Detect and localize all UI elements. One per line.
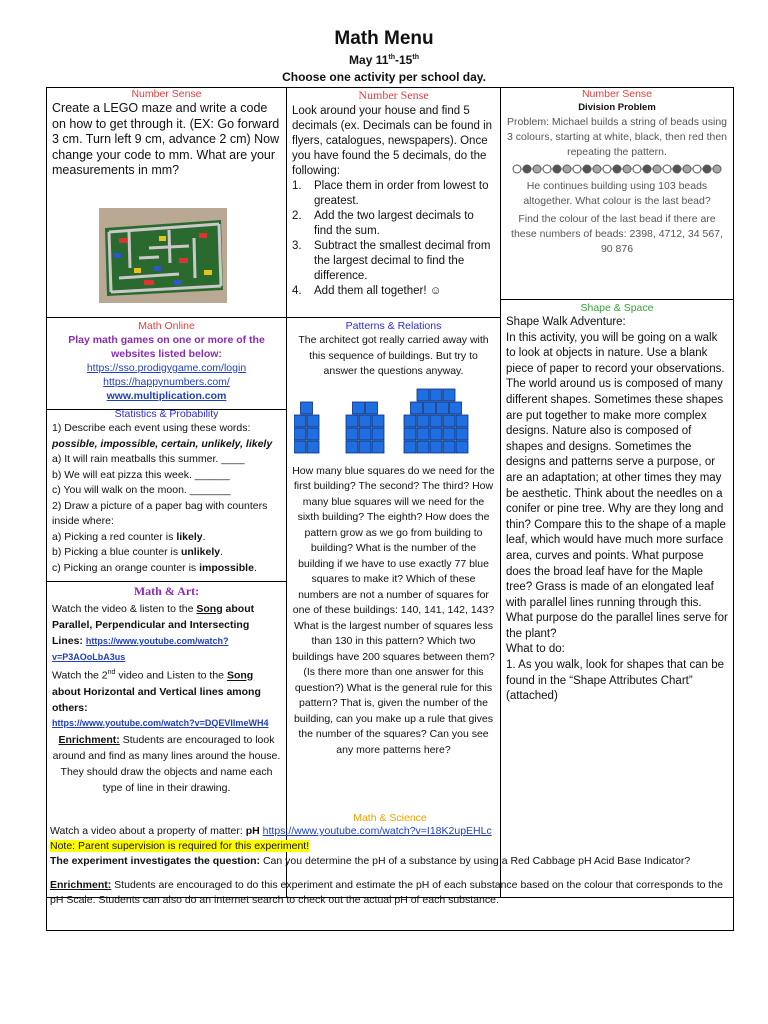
science-enrichment: [50, 878, 730, 908]
period: .: [253, 561, 257, 574]
building-3-square: [443, 441, 455, 453]
division-subheading: Division Problem: [578, 102, 656, 113]
dates-start: May 11: [349, 53, 389, 67]
step-number: 1.: [292, 180, 302, 192]
building-3-square: [443, 415, 455, 427]
art-video-1-topic: about Parallel, Perpendicular and Intersecting Lines:: [52, 603, 255, 647]
division-question-1: He continues building using 103 beads altogether. What colour is the last bead?: [523, 180, 711, 207]
patterns-questions: How many blue squares do we need for the first building? The second? The third? How many blue squares will we need for the sixth building? The eighth? How does the pattern grow as we go from building to building? What is the number of the building if we have to use exactly 77 blue squares to make it? Which of these numbers are not a number of squares for one of these buildings: 140, 141, 142, 143? What is the largest number of squares less than 130 in this pattern? Which two buildings have 200 squares between them? (Is there more than one answer for this question?) What is the general rule for this pattern? That is, given the number of the building, can you make up a rule that gives the number of the squares? Can you see any more patterns here?: [292, 464, 495, 756]
building-2-square: [372, 428, 384, 440]
building-1-square: [300, 402, 312, 414]
dates-sup2: th: [412, 54, 419, 61]
step-item: [292, 209, 495, 239]
building-3-square: [456, 415, 468, 427]
patterns-cell: [287, 318, 501, 898]
instruction: Choose one activity per school day.: [282, 70, 486, 84]
date-range: [0, 53, 768, 67]
art-video-1: [52, 601, 281, 665]
picking-blue-text: b) Picking a blue counter is: [52, 546, 181, 558]
building-3-square: [417, 389, 429, 401]
step-text: Add the two largest decimals to find the sum.: [314, 210, 474, 237]
stats-picking-red: [52, 530, 281, 546]
building-3-square: [443, 389, 455, 401]
step-number: 4.: [292, 285, 302, 297]
stats-event-a: a) It will rain meatballs this summer. ____: [52, 453, 245, 465]
building-2-square: [359, 428, 371, 440]
building-3-square: [404, 441, 416, 453]
experiment-text: Can you determine the pH of a substance by using a Red Cabbage pH Acid Base Indicator?: [260, 855, 691, 867]
art-video-2: [52, 665, 281, 716]
decimals-cell: [287, 88, 501, 318]
step-item: [292, 239, 495, 284]
building-3-square: [456, 441, 468, 453]
stats-words: possible, impossible, certain, unlikely, likely: [52, 437, 273, 450]
ph-video-link[interactable]: https://www.youtube.com/watch?v=I18K2upEHLc: [262, 825, 492, 837]
experiment-label: The experiment investigates the question:: [50, 855, 261, 867]
picking-red-text: a) Picking a red counter is: [52, 530, 177, 543]
building-3-square: [417, 441, 429, 453]
lego-maze-photo: [99, 208, 227, 303]
step-text: Add them all together! ☺: [314, 285, 442, 297]
division-question-2: Find the colour of the last bead if there are these numbers of beads: 2398, 4712, 34 567, 90 876: [511, 213, 723, 255]
stats-question-1: 1) Describe each event using these words:: [52, 422, 251, 434]
building-3-square: [436, 402, 448, 414]
lego-maze-cell: [47, 88, 287, 318]
building-3-square: [404, 415, 416, 427]
shape-space-cell: [501, 300, 733, 898]
art-video-2-topic: about Horizontal and Vertical lines among others:: [52, 685, 261, 714]
art-video-2-text: Watch the 2: [52, 669, 108, 682]
building-2-square: [352, 402, 364, 414]
step-text: Place them in order from lowest to greatest.: [314, 180, 489, 207]
online-intro: Play math games on one or more of the websites listed below:: [68, 334, 265, 360]
building-3-square: [417, 428, 429, 440]
youtube-link-1[interactable]: https://www.youtube.com/watch?v=P3AOoLbA3us: [52, 636, 229, 662]
building-3-square: [430, 415, 442, 427]
division-problem: Problem: Michael builds a string of beads using 3 colours, starting at white, black, then red then repeating the pattern.: [506, 116, 728, 158]
building-2-square: [346, 428, 358, 440]
dates-end: -15: [395, 53, 413, 67]
art-video-2-text-b: video and Listen to the: [115, 669, 227, 682]
step-number: 2.: [292, 210, 302, 222]
decimals-intro: Look around your house and find 5 decimals (ex. Decimals can be found in flyers, catalogues, newspapers). Once you have found the 5 decimals, do the following:: [292, 105, 493, 177]
stats-event-b: b) We will eat pizza this week. ______: [52, 468, 230, 481]
bead-string-icon: [511, 163, 723, 175]
picking-blue-word: unlikely: [180, 546, 221, 558]
stats-picking-blue: [52, 545, 281, 561]
building-squares-figure: [294, 388, 494, 456]
building-2-square: [359, 415, 371, 427]
parent-note: Note: Parent supervision is required for this experiment!: [50, 840, 310, 852]
building-2-square: [359, 441, 371, 453]
section-heading: Patterns & Relations: [345, 320, 442, 332]
art-video-1-text: Watch the video & listen to the: [52, 603, 197, 615]
song-word: Song: [196, 603, 223, 615]
menu-grid: [46, 87, 734, 931]
statistics-cell: [47, 410, 287, 582]
ph-word: pH: [245, 825, 260, 837]
prodigy-link[interactable]: https://sso.prodigygame.com/login: [86, 362, 247, 374]
building-3-square: [443, 428, 455, 440]
building-1-square: [294, 428, 306, 440]
building-3-square: [423, 402, 435, 414]
building-2-square: [346, 415, 358, 427]
building-2-square: [346, 441, 358, 453]
lego-instructions: Create a LEGO maze and write a code on how to get through it. (EX: Go forward 3 cm. Turn left 9 cm, advance 2 cm) Now change your code to mm. What are your measurements in mm?: [52, 101, 280, 177]
science-video: [50, 824, 730, 839]
section-heading: Shape & Space: [580, 302, 654, 314]
step-item: [292, 179, 495, 209]
step-number: 3.: [292, 240, 302, 252]
multiplication-link[interactable]: www.multiplication.com: [106, 390, 227, 402]
picking-orange-text: c) Picking an orange counter is: [52, 561, 200, 574]
enrichment-label: Enrichment:: [50, 879, 112, 891]
building-3-square: [456, 428, 468, 440]
math-online-cell: [47, 318, 287, 410]
building-2-square: [365, 402, 377, 414]
ordinal-sup: nd: [107, 669, 116, 676]
dates-sup1: th: [388, 54, 396, 61]
step-item: [292, 284, 495, 299]
youtube-link-2[interactable]: https://www.youtube.com/watch?v=DQEVllmeWH4: [52, 717, 269, 728]
enrichment-text: Students are encouraged to look around and find as many lines around the house. They should draw the objects and name each type of line in their drawing.: [52, 733, 281, 794]
building-1-square: [294, 415, 306, 427]
science-video-text: Watch a video about a property of matter:: [50, 825, 246, 837]
building-2-square: [372, 415, 384, 427]
section-heading: Number Sense: [358, 88, 429, 102]
building-1-square: [307, 428, 319, 440]
stats-event-c: c) You will walk on the moon. _______: [52, 484, 231, 496]
section-heading: Number Sense: [131, 88, 202, 100]
section-heading: Math Online: [138, 320, 195, 332]
building-1-square: [307, 441, 319, 453]
building-3-square: [410, 402, 422, 414]
period: .: [220, 546, 224, 558]
period: .: [202, 530, 206, 543]
building-3-square: [404, 428, 416, 440]
section-heading: Statistics & Probability: [114, 410, 219, 420]
stats-picking-orange: [52, 561, 281, 577]
song-word: Song: [226, 669, 254, 682]
building-3-square: [430, 389, 442, 401]
enrichment-text: Students are encouraged to do this experiment and estimate the pH of each substance based on the colour that corresponds to the pH Scale. Students can also do an internet search to check out the actual pH of each substance.: [50, 879, 723, 906]
section-heading: Math & Art:: [133, 584, 200, 598]
building-3-square: [449, 402, 461, 414]
enrichment-label: Enrichment:: [58, 733, 120, 746]
section-heading: Math & Science: [353, 812, 427, 824]
experiment-question: [50, 854, 730, 869]
building-1-square: [307, 415, 319, 427]
happynumbers-link[interactable]: https://happynumbers.com/: [103, 376, 230, 388]
art-enrichment: [52, 732, 281, 796]
building-3-square: [430, 428, 442, 440]
picking-red-word: likely: [176, 530, 203, 543]
decimals-steps: [292, 179, 495, 299]
building-2-square: [372, 441, 384, 453]
building-3-square: [430, 441, 442, 453]
stats-question-2: 2) Draw a picture of a paper bag with counters inside where:: [52, 499, 268, 527]
shape-walk-text: Shape Walk Adventure: In this activity, you will be going on a walk to look at objects in nature. Use a blank piece of paper to record your observations. The world around us is composed of many different shapes. Sometimes these shapes are put together to make more complex designs. Nature also is composed of shapes and designs. Sometimes the designs and patterns serve a purpose, or are an adaptation; at other times they may be aesthetic. Think about the needles on a conifer or pine tree. Why are they long and thin? Compare this to the shape of a maple leaf, which would have much more surface area, curves and points. What purpose does the broad leaf have for the Maple tree? Grass is made of an elongated leaf with parallel lines running through this. What purpose do the parallel lines serve for the plant? What to do: 1. As you walk, look for shapes that can be found in the “Shape Attributes Chart” (attached): [506, 316, 728, 703]
picking-orange-word: impossible: [199, 561, 254, 574]
building-3-square: [417, 415, 429, 427]
division-cell: [501, 88, 733, 300]
patterns-intro: The architect got really carried away with this sequence of buildings. But try to answer the questions anyway.: [298, 334, 489, 377]
section-heading: Number Sense: [581, 88, 653, 100]
step-text: Subtract the smallest decimal from the largest decimal to find the difference.: [314, 240, 491, 282]
page-title: Math Menu: [334, 28, 434, 49]
building-1-square: [294, 441, 306, 453]
math-science-content: [50, 812, 730, 908]
